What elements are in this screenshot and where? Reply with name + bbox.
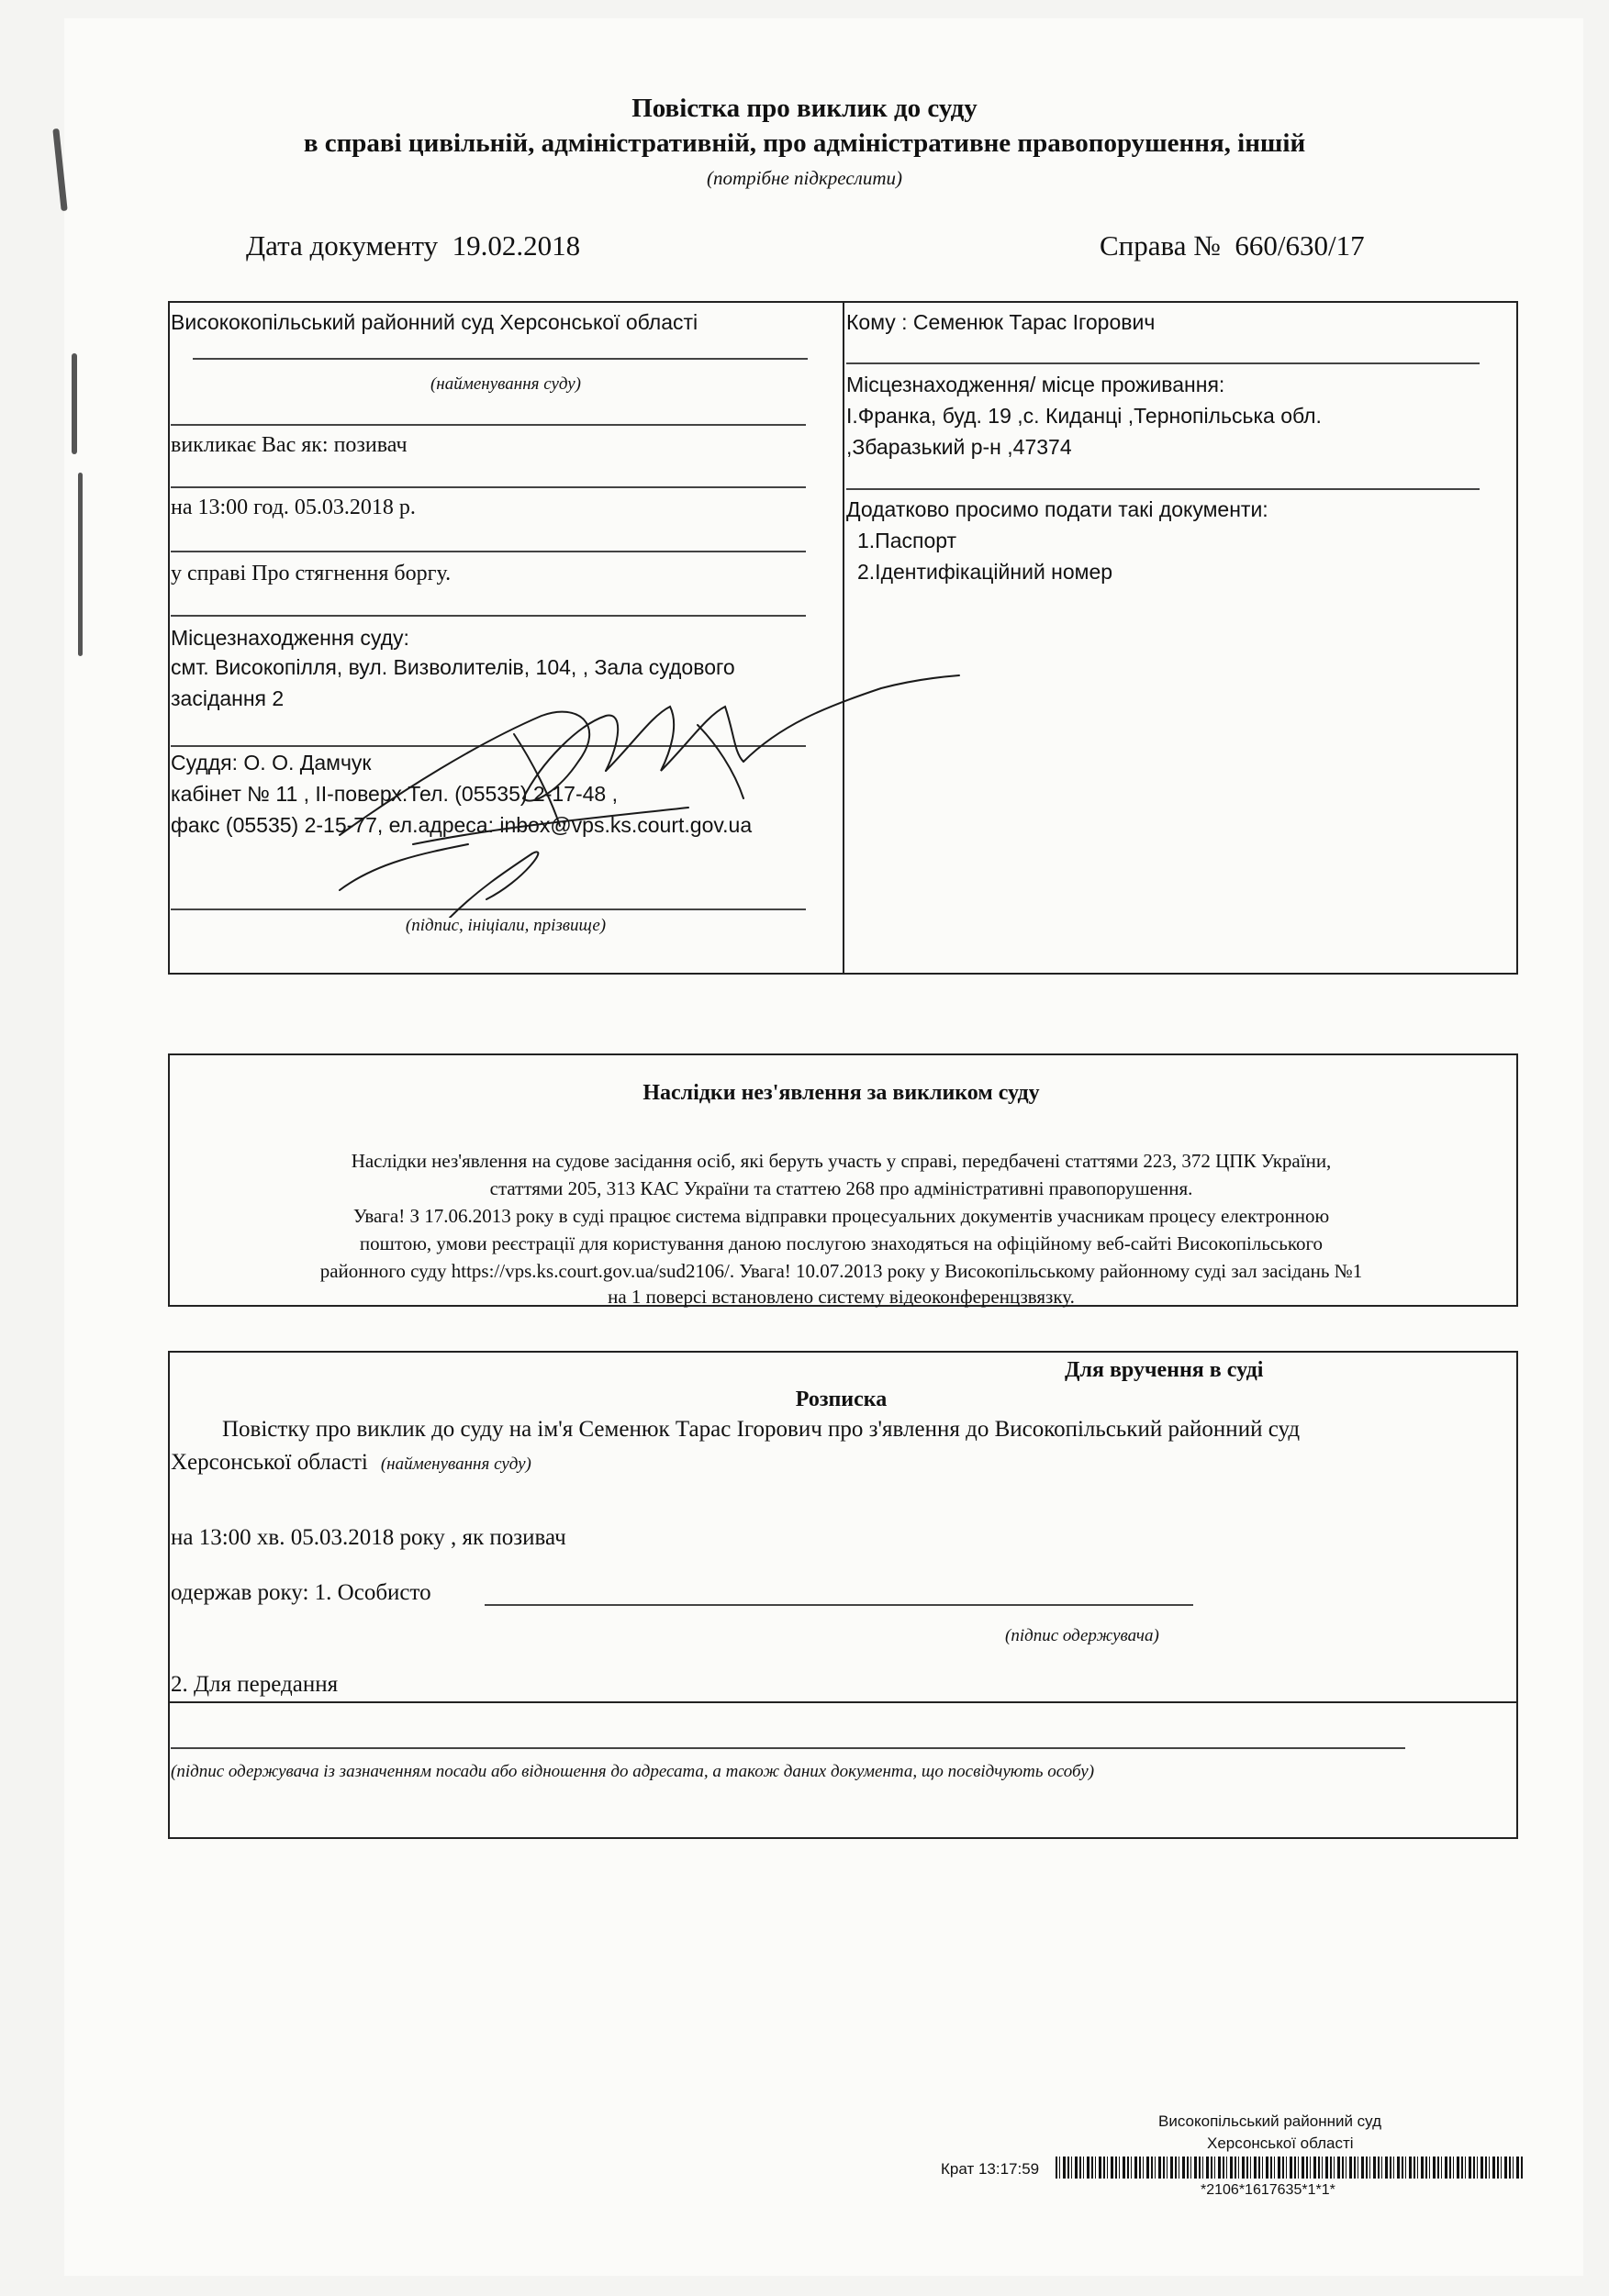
- court-hint: (найменування суду): [430, 374, 582, 394]
- transfer-signature-line: [171, 1747, 1405, 1749]
- summons-role: викликає Вас як: позивач: [171, 433, 408, 457]
- documents-label: Додатково просимо подати такі документи:: [846, 497, 1268, 521]
- court-location-line2: засідання 2: [171, 686, 285, 710]
- court-location-label: Місцезнаходження суду:: [171, 626, 409, 650]
- notice-line6: на 1 поверсі встановлено систему відеоконференцзвязку.: [608, 1286, 1075, 1308]
- barcode-text: *2106*1617635*1*1*: [1201, 2182, 1335, 2198]
- receipt-line2: [171, 1450, 531, 1476]
- judge-signature: [303, 615, 982, 918]
- rule: [171, 424, 806, 426]
- document-title: Повістка про виклик до суду: [631, 94, 978, 123]
- hearing-time: на 13:00 год. 05.03.2018 р.: [171, 496, 416, 519]
- notice-line3: Увага! З 17.06.2013 року в суді працює система відправки процесуальних документів учасникам процесу електронною: [352, 1205, 1330, 1227]
- rule: [171, 486, 806, 488]
- residence-label: Місцезнаходження/ місце проживання:: [846, 373, 1225, 396]
- rule: [846, 488, 1480, 490]
- court-fax-email: факс (05535) 2-15-77, ел.адреса: inbox@vps.ks.court.gov.ua: [171, 813, 753, 837]
- rule: [846, 362, 1480, 364]
- document-date: [246, 229, 580, 262]
- stamp-region: Херсонської області: [1207, 2134, 1354, 2152]
- document-subtitle: в справі цивільній, адміністративній, про адміністративне правопорушення, іншій: [303, 128, 1306, 158]
- date-label: Дата документу: [246, 229, 439, 262]
- court-name: Висококопільський районний суд Херсонської області: [171, 310, 698, 334]
- recipient-name: Кому : Семенюк Тарас Ігорович: [846, 310, 1156, 334]
- scan-mark: [78, 473, 83, 656]
- date-value: 19.02.2018: [452, 229, 581, 262]
- court-location-line1: смт. Високопілля, вул. Визволителів, 104, , Зала судового: [171, 655, 735, 679]
- underline-hint: (потрібне підкреслити): [706, 167, 902, 189]
- notice-title: Наслідки нез'явлення за викликом суду: [642, 1081, 1040, 1105]
- transfer-hint: (підпис одержувача із зазначенням посади або відношення до адресата, а також даних документа, що посвідчують особу): [171, 1762, 1095, 1781]
- rule: [171, 551, 806, 552]
- receipt-line1: Повістку про виклик до суду на ім'я Семенюк Тарас Ігорович про з'явлення до Високопільський районний суд: [222, 1417, 1301, 1442]
- notice-line5: районного суду https://vps.ks.court.gov.ua/sud2106/. Увага! 10.07.2013 року у Високопільському районному суді зал засідань №1: [319, 1260, 1363, 1282]
- scan-mark: [72, 353, 77, 454]
- court-underline: [193, 358, 808, 360]
- receipt-title: Розписка: [795, 1388, 888, 1411]
- case-number: [1100, 229, 1365, 262]
- stamp-code: Крат 13:17:59: [941, 2160, 1040, 2178]
- barcode: [1056, 2157, 1524, 2179]
- recipient-signature-hint: (підпис одержувача): [1005, 1626, 1159, 1645]
- address-line1: І.Франка, буд. 19 ,с. Киданці ,Тернопільська обл.: [846, 404, 1322, 428]
- receipt-court-region: Херсонської області: [171, 1450, 368, 1475]
- judge-cabinet: кабінет № 11 , ІІ-поверх.Тел. (05535) 2-17-48 ,: [171, 782, 618, 806]
- case-value: 660/630/17: [1235, 229, 1365, 262]
- received-personally: одержав року: 1. Особисто: [171, 1580, 431, 1605]
- document-item-1: 1.Паспорт: [857, 529, 957, 552]
- judge-name: Суддя: О. О. Дамчук: [171, 751, 372, 775]
- signature-hint: (підпис, ініціали, прізвище): [405, 916, 607, 935]
- recipient-signature-line: [485, 1604, 1193, 1606]
- document-item-2: 2.Ідентифікаційний номер: [857, 560, 1113, 584]
- receipt-court-hint: (найменування суду): [380, 1455, 531, 1474]
- for-court-label: Для вручення в суді: [1065, 1358, 1264, 1382]
- case-label: Справа №: [1100, 229, 1221, 262]
- notice-line1: Наслідки нез'явлення на судове засідання осіб, які беруть участь у справі, передбачені статтями 223, 372 ЦПК України,: [351, 1150, 1332, 1172]
- address-line2: ,Збаразький р-н ,47374: [846, 435, 1072, 459]
- notice-line2: статтями 205, 313 КАС України та статтею 268 про адміністративні правопорушення.: [489, 1177, 1193, 1199]
- stamp-court: Високопільський районний суд: [1158, 2112, 1382, 2130]
- receipt-time: на 13:00 хв. 05.03.2018 року , як позивач: [171, 1525, 566, 1550]
- transfer-label: 2. Для передання: [171, 1672, 339, 1697]
- case-subject: у справі Про стягнення боргу.: [171, 562, 452, 585]
- notice-line4: поштою, умови реєстрації для користування даною послугою знаходяться на офіційному веб-сайті Високопільського: [359, 1232, 1324, 1254]
